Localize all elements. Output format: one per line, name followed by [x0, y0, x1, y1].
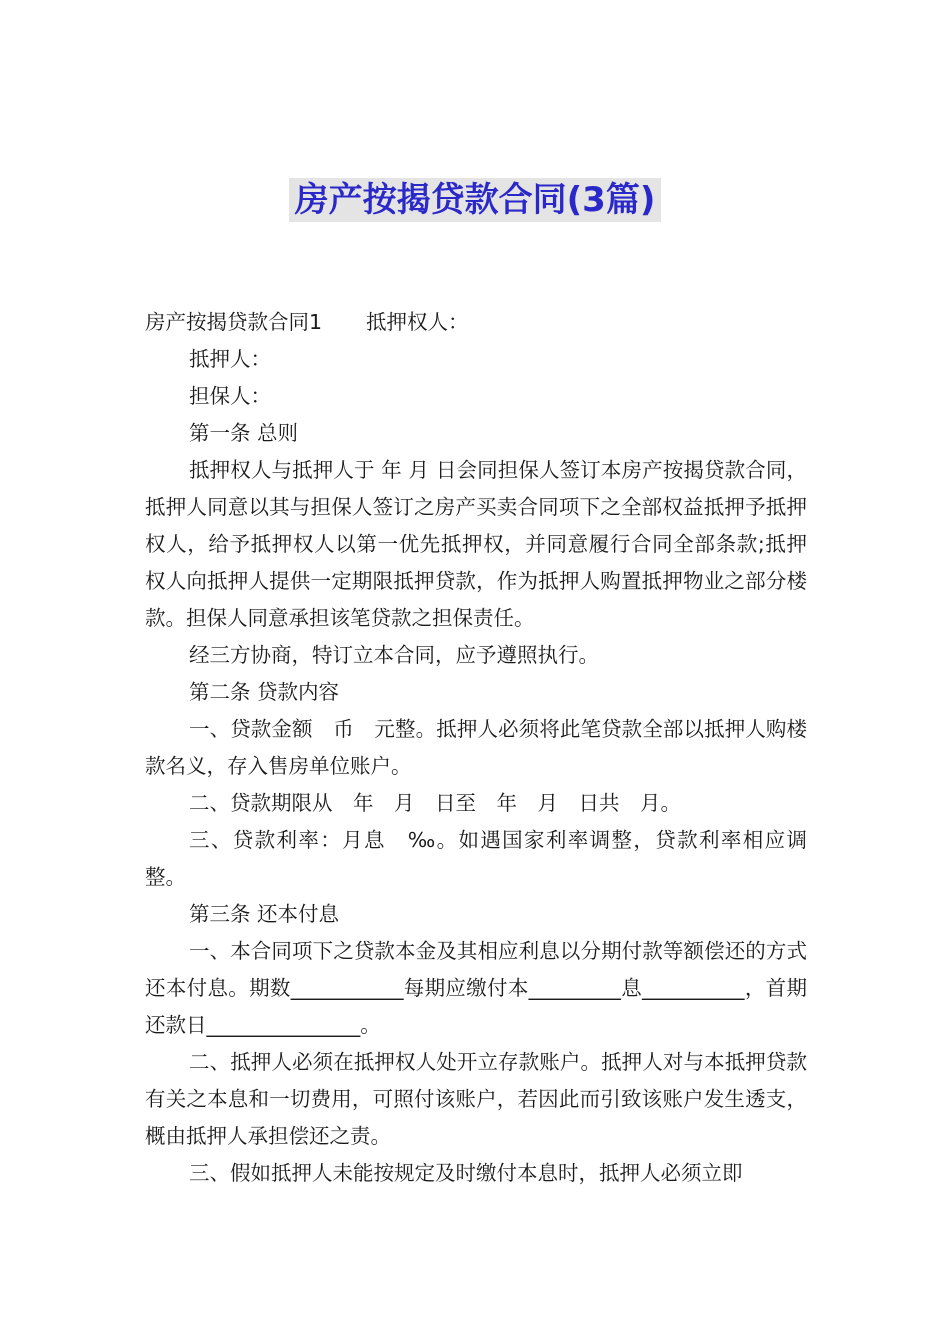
repayment-clause-2: 二、抵押人必须在抵押权人处开立存款账户。抵押人对与本抵押贷款有关之本息和一切费用，可照付该账户，若因此而引致该账户发生透支，概由抵押人承担偿还之责。 [145, 1050, 807, 1148]
loan-term-clause: 二、贷款期限从 年 月 日至 年 月 日共 月。 [189, 791, 681, 815]
repayment-clause-1: 一、本合同项下之贷款本金及其相应利息以分期付款等额偿还的方式还本付息。期数___________每期应缴付本_________息__________，首期还款日_______________。 [145, 939, 807, 1037]
document-body [145, 304, 807, 1192]
title-container [0, 178, 950, 222]
article-1-heading: 第一条 总则 [189, 421, 299, 445]
article-3-heading: 第三条 还本付息 [189, 902, 340, 926]
loan-amount-clause: 一、贷款金额 币 元整。抵押人必须将此笔贷款全部以抵押人购楼款名义，存入售房单位账户。 [145, 717, 807, 778]
article-2-heading: 第二条 贷款内容 [189, 680, 340, 704]
mortgagee-label: 抵押权人： [366, 310, 469, 334]
agreement-statement: 经三方协商，特订立本合同，应予遵照执行。 [189, 643, 599, 667]
contract-number-label: 房产按揭贷款合同1 [145, 310, 323, 334]
contract-heading-line [145, 304, 807, 341]
guarantor-label: 担保人： [189, 384, 271, 408]
document-title: 房产按揭贷款合同(3篇) [289, 178, 662, 222]
repayment-clause-3: 三、假如抵押人未能按规定及时缴付本息时，抵押人必须立即 [189, 1161, 743, 1185]
mortgagor-label: 抵押人： [189, 347, 271, 371]
article-1-body: 抵押权人与抵押人于 年 月 日会同担保人签订本房产按揭贷款合同，抵押人同意以其与担保人签订之房产买卖合同项下之全部权益抵押予抵押权人，给予抵押权人以第一优先抵押权，并同意履行合同全部条款;抵押权人向抵押人提供一定期限抵押贷款，作为抵押人购置抵押物业之部分楼款。担保人同意承担该笔贷款之担保责任。 [145, 458, 807, 630]
interest-rate-clause: 三、贷款利率：月息 ‰。如遇国家利率调整，贷款利率相应调整。 [145, 828, 807, 889]
